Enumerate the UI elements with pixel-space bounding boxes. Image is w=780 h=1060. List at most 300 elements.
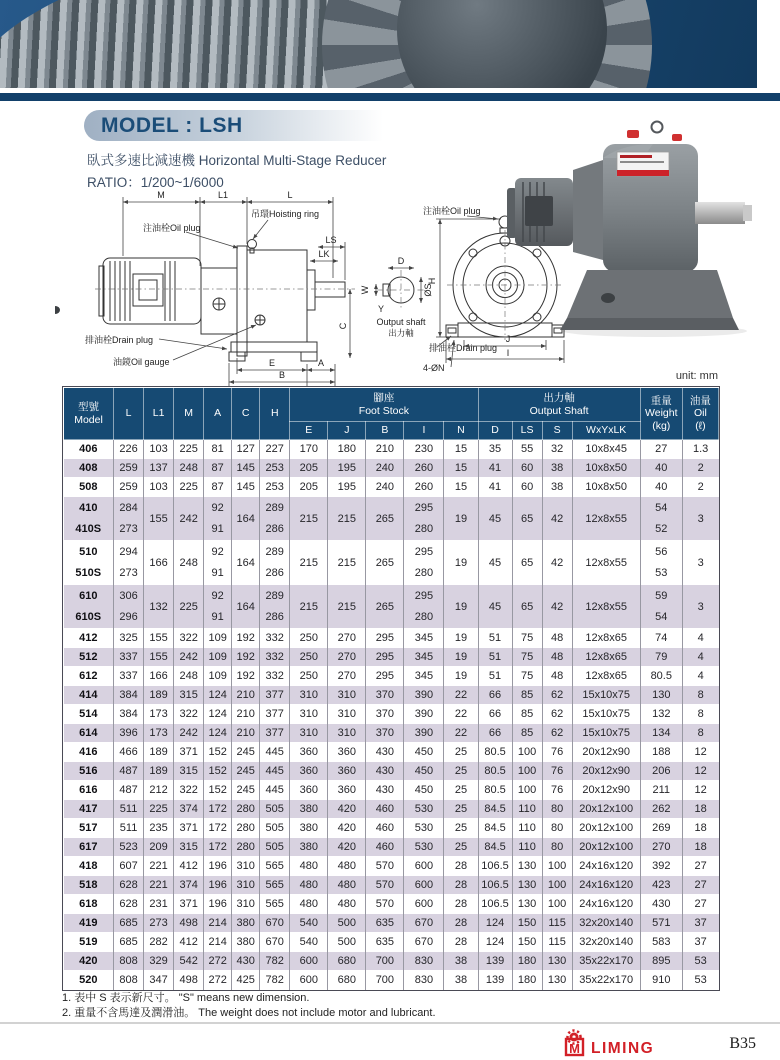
value-cell: 265 xyxy=(366,541,404,585)
value-cell: 24x16x120 xyxy=(572,876,640,895)
value-cell: 250 xyxy=(290,629,328,648)
value-cell: 100 xyxy=(512,762,542,781)
value-cell: 189 xyxy=(144,743,174,762)
value-cell: 106.5 xyxy=(478,876,512,895)
value-cell: 523 xyxy=(114,838,144,857)
value-cell: 65 xyxy=(512,541,542,585)
footnote-2: 2. 重量不含馬達及潤滑油。 The weight does not include motor and lubricant. xyxy=(62,1006,436,1019)
value-cell: 530 xyxy=(404,838,444,857)
value-cell: 215 xyxy=(290,497,328,541)
value-cell: 530 xyxy=(404,800,444,819)
liming-logo xyxy=(563,1029,695,1059)
value-cell: 295 xyxy=(366,629,404,648)
output-shaft-label: Output shaft xyxy=(376,317,426,327)
value-cell: 91 xyxy=(204,607,232,629)
output-shaft-label-zh: 出力軸 xyxy=(388,328,414,338)
value-cell: 808 xyxy=(114,971,144,990)
value-cell: 80.5 xyxy=(478,743,512,762)
value-cell: 180 xyxy=(512,952,542,971)
value-cell: 231 xyxy=(144,895,174,914)
value-cell: 259 xyxy=(114,478,144,497)
value-cell: 91 xyxy=(204,519,232,541)
table-row xyxy=(64,686,719,705)
value-cell: 272 xyxy=(204,971,232,990)
value-cell: 66 xyxy=(478,705,512,724)
value-cell: 226 xyxy=(114,440,144,459)
value-cell: 12x8x55 xyxy=(572,541,640,585)
model-cell: 618 xyxy=(64,895,114,914)
value-cell: 27 xyxy=(640,440,682,459)
model-cell: 612 xyxy=(64,667,114,686)
value-cell: 423 xyxy=(640,876,682,895)
value-cell: 370 xyxy=(366,724,404,743)
page-title: MODEL : LSH xyxy=(101,114,243,137)
model-cell: 516 xyxy=(64,762,114,781)
value-cell: 210 xyxy=(232,686,260,705)
dim-label-l1: L1 xyxy=(217,190,229,200)
value-cell: 782 xyxy=(260,952,290,971)
value-cell: 164 xyxy=(232,497,260,541)
value-cell: 3 xyxy=(682,585,718,629)
value-cell: 132 xyxy=(640,705,682,724)
value-cell: 325 xyxy=(114,629,144,648)
model-cell: 408 xyxy=(64,459,114,478)
value-cell: 450 xyxy=(404,743,444,762)
value-cell: 289 xyxy=(260,497,290,519)
value-cell: 2 xyxy=(682,478,718,497)
drain-plug-label-side: 排油栓Drain plug xyxy=(85,335,154,345)
technical-drawing xyxy=(55,118,760,386)
value-cell: 280 xyxy=(232,819,260,838)
value-cell: 480 xyxy=(290,857,328,876)
value-cell: 115 xyxy=(542,914,572,933)
value-cell: 540 xyxy=(290,914,328,933)
value-cell: 10x8x50 xyxy=(572,459,640,478)
value-cell: 505 xyxy=(260,838,290,857)
value-cell: 310 xyxy=(290,705,328,724)
value-cell: 15x10x75 xyxy=(572,686,640,705)
value-cell: 24x16x120 xyxy=(572,895,640,914)
value-cell: 115 xyxy=(542,933,572,952)
value-cell: 41 xyxy=(478,478,512,497)
value-cell: 607 xyxy=(114,857,144,876)
value-cell: 240 xyxy=(366,478,404,497)
value-cell: 150 xyxy=(512,914,542,933)
value-cell: 540 xyxy=(290,933,328,952)
value-cell: 150 xyxy=(512,933,542,952)
value-cell: 460 xyxy=(366,819,404,838)
value-cell: 280 xyxy=(404,519,444,541)
value-cell: 487 xyxy=(114,781,144,800)
value-cell: 670 xyxy=(260,914,290,933)
value-cell: 45 xyxy=(478,541,512,585)
value-cell: 392 xyxy=(640,857,682,876)
value-cell: 480 xyxy=(328,895,366,914)
value-cell: 245 xyxy=(232,781,260,800)
model-cell: 610 xyxy=(64,585,114,607)
value-cell: 360 xyxy=(328,743,366,762)
page-number: B35 xyxy=(729,1035,756,1052)
value-cell: 109 xyxy=(204,629,232,648)
value-cell: 12 xyxy=(682,781,718,800)
value-cell: 295 xyxy=(404,541,444,563)
value-cell: 32 xyxy=(542,440,572,459)
value-cell: 100 xyxy=(512,743,542,762)
value-cell: 15 xyxy=(444,478,478,497)
value-cell: 48 xyxy=(542,667,572,686)
value-cell: 80 xyxy=(542,800,572,819)
value-cell: 570 xyxy=(366,857,404,876)
header-sub-b: B xyxy=(366,422,404,440)
value-cell: 445 xyxy=(260,781,290,800)
model-cell: 616 xyxy=(64,781,114,800)
value-cell: 380 xyxy=(232,914,260,933)
model-cell: 614 xyxy=(64,724,114,743)
model-cell: 520 xyxy=(64,971,114,990)
header-dim-c: C xyxy=(232,388,260,440)
value-cell: 295 xyxy=(366,667,404,686)
value-cell: 215 xyxy=(290,541,328,585)
table-row xyxy=(64,541,719,563)
value-cell: 28 xyxy=(444,914,478,933)
value-cell: 189 xyxy=(144,686,174,705)
value-cell: 295 xyxy=(404,585,444,607)
header-sub-wxyxlk: WxYxLK xyxy=(572,422,640,440)
model-cell: 617 xyxy=(64,838,114,857)
value-cell: 84.5 xyxy=(478,819,512,838)
dim-label-y: Y xyxy=(378,304,385,314)
value-cell: 273 xyxy=(114,519,144,541)
value-cell: 45 xyxy=(478,497,512,541)
header-sub-n: N xyxy=(444,422,478,440)
value-cell: 374 xyxy=(174,800,204,819)
value-cell: 360 xyxy=(290,781,328,800)
value-cell: 248 xyxy=(174,459,204,478)
value-cell: 377 xyxy=(260,686,290,705)
value-cell: 12 xyxy=(682,743,718,762)
value-cell: 42 xyxy=(542,541,572,585)
value-cell: 265 xyxy=(366,497,404,541)
table-row xyxy=(64,781,719,800)
value-cell: 155 xyxy=(144,497,174,541)
value-cell: 390 xyxy=(404,705,444,724)
value-cell: 35x22x170 xyxy=(572,971,640,990)
value-cell: 22 xyxy=(444,705,478,724)
value-cell: 48 xyxy=(542,629,572,648)
footnote-1: 1. 表中 S 表示新尺寸。 "S" means new dimension. xyxy=(62,992,310,1004)
value-cell: 680 xyxy=(328,971,366,990)
value-cell: 124 xyxy=(204,686,232,705)
value-cell: 155 xyxy=(144,629,174,648)
value-cell: 225 xyxy=(174,585,204,629)
model-cell: 510 xyxy=(64,541,114,563)
value-cell: 19 xyxy=(444,629,478,648)
value-cell: 412 xyxy=(174,933,204,952)
value-cell: 235 xyxy=(144,819,174,838)
oil-plug-label-side: 注油栓Oil plug xyxy=(143,223,201,233)
value-cell: 54 xyxy=(640,607,682,629)
value-cell: 214 xyxy=(204,914,232,933)
value-cell: 420 xyxy=(328,819,366,838)
value-cell: 466 xyxy=(114,743,144,762)
value-cell: 280 xyxy=(404,563,444,585)
value-cell: 103 xyxy=(144,478,174,497)
value-cell: 22 xyxy=(444,724,478,743)
value-cell: 66 xyxy=(478,686,512,705)
value-cell: 635 xyxy=(366,914,404,933)
value-cell: 8 xyxy=(682,705,718,724)
model-cell: 406 xyxy=(64,440,114,459)
value-cell: 27 xyxy=(682,857,718,876)
value-cell: 28 xyxy=(444,857,478,876)
value-cell: 310 xyxy=(328,724,366,743)
table-row xyxy=(64,743,719,762)
value-cell: 3 xyxy=(682,541,718,585)
value-cell: 910 xyxy=(640,971,682,990)
value-cell: 430 xyxy=(366,743,404,762)
value-cell: 253 xyxy=(260,478,290,497)
value-cell: 25 xyxy=(444,819,478,838)
table-row xyxy=(64,762,719,781)
value-cell: 322 xyxy=(174,629,204,648)
header-weight: 重量 Weight (kg) xyxy=(640,388,682,440)
value-cell: 28 xyxy=(444,933,478,952)
shaft-detail-drawing xyxy=(360,256,433,338)
value-cell: 685 xyxy=(114,933,144,952)
value-cell: 130 xyxy=(512,857,542,876)
table-row xyxy=(64,667,719,686)
value-cell: 80.5 xyxy=(478,762,512,781)
value-cell: 15x10x75 xyxy=(572,724,640,743)
value-cell: 215 xyxy=(328,541,366,585)
value-cell: 808 xyxy=(114,952,144,971)
value-cell: 600 xyxy=(404,876,444,895)
value-cell: 100 xyxy=(542,895,572,914)
value-cell: 25 xyxy=(444,800,478,819)
value-cell: 390 xyxy=(404,724,444,743)
value-cell: 420 xyxy=(328,838,366,857)
header-sub-j: J xyxy=(328,422,366,440)
value-cell: 20x12x100 xyxy=(572,838,640,857)
value-cell: 76 xyxy=(542,781,572,800)
value-cell: 315 xyxy=(174,762,204,781)
value-cell: 173 xyxy=(144,724,174,743)
value-cell: 242 xyxy=(174,724,204,743)
dim-label-ls: LS xyxy=(325,235,337,245)
value-cell: 206 xyxy=(640,762,682,781)
gear-image-hub xyxy=(397,0,607,88)
value-cell: 380 xyxy=(290,800,328,819)
header-model: 型號 Model xyxy=(64,388,114,440)
value-cell: 20x12x90 xyxy=(572,781,640,800)
dim-label-h: H xyxy=(427,277,437,285)
value-cell: 425 xyxy=(232,971,260,990)
value-cell: 196 xyxy=(204,876,232,895)
value-cell: 8 xyxy=(682,686,718,705)
value-cell: 100 xyxy=(512,781,542,800)
dim-label-l: L xyxy=(287,190,293,200)
value-cell: 54 xyxy=(640,497,682,519)
value-cell: 18 xyxy=(682,800,718,819)
value-cell: 390 xyxy=(404,686,444,705)
value-cell: 59 xyxy=(640,585,682,607)
value-cell: 15 xyxy=(444,459,478,478)
value-cell: 45 xyxy=(478,585,512,629)
value-cell: 332 xyxy=(260,667,290,686)
header-foot-stock: 腳座 Foot Stock xyxy=(290,388,478,422)
header-output-shaft: 出力軸 Output Shaft xyxy=(478,388,640,422)
value-cell: 152 xyxy=(204,743,232,762)
value-cell: 420 xyxy=(328,800,366,819)
value-cell: 124 xyxy=(478,914,512,933)
value-cell: 384 xyxy=(114,686,144,705)
value-cell: 600 xyxy=(290,952,328,971)
model-cell: 514 xyxy=(64,705,114,724)
table-row xyxy=(64,952,719,971)
value-cell: 60 xyxy=(512,459,542,478)
value-cell: 371 xyxy=(174,895,204,914)
value-cell: 700 xyxy=(366,952,404,971)
value-cell: 286 xyxy=(260,563,290,585)
value-cell: 25 xyxy=(444,762,478,781)
value-cell: 384 xyxy=(114,705,144,724)
value-cell: 480 xyxy=(328,876,366,895)
value-cell: 130 xyxy=(542,952,572,971)
value-cell: 106.5 xyxy=(478,895,512,914)
value-cell: 92 xyxy=(204,497,232,519)
value-cell: 322 xyxy=(174,781,204,800)
model-cell: 610S xyxy=(64,607,114,629)
value-cell: 35x22x170 xyxy=(572,952,640,971)
value-cell: 139 xyxy=(478,952,512,971)
value-cell: 76 xyxy=(542,743,572,762)
model-cell: 418 xyxy=(64,857,114,876)
value-cell: 60 xyxy=(512,478,542,497)
value-cell: 272 xyxy=(204,952,232,971)
value-cell: 24x16x120 xyxy=(572,857,640,876)
value-cell: 374 xyxy=(174,876,204,895)
value-cell: 322 xyxy=(174,705,204,724)
value-cell: 242 xyxy=(174,648,204,667)
value-cell: 79 xyxy=(640,648,682,667)
model-cell: 410S xyxy=(64,519,114,541)
value-cell: 124 xyxy=(204,724,232,743)
table-row xyxy=(64,914,719,933)
value-cell: 166 xyxy=(144,667,174,686)
value-cell: 4 xyxy=(682,667,718,686)
value-cell: 377 xyxy=(260,705,290,724)
value-cell: 81 xyxy=(204,440,232,459)
value-cell: 172 xyxy=(204,819,232,838)
table-row xyxy=(64,971,719,990)
value-cell: 20x12x100 xyxy=(572,819,640,838)
value-cell: 37 xyxy=(682,914,718,933)
table-row xyxy=(64,876,719,895)
value-cell: 670 xyxy=(404,933,444,952)
value-cell: 85 xyxy=(512,705,542,724)
value-cell: 145 xyxy=(232,478,260,497)
model-cell: 416 xyxy=(64,743,114,762)
value-cell: 139 xyxy=(478,971,512,990)
value-cell: 32x20x140 xyxy=(572,914,640,933)
value-cell: 127 xyxy=(232,440,260,459)
table-row xyxy=(64,478,719,497)
value-cell: 500 xyxy=(328,914,366,933)
value-cell: 19 xyxy=(444,585,478,629)
value-cell: 130 xyxy=(640,686,682,705)
value-cell: 600 xyxy=(404,857,444,876)
value-cell: 345 xyxy=(404,629,444,648)
spec-table xyxy=(63,387,719,990)
table-row xyxy=(64,629,719,648)
value-cell: 52 xyxy=(640,519,682,541)
value-cell: 210 xyxy=(232,724,260,743)
value-cell: 360 xyxy=(290,743,328,762)
value-cell: 498 xyxy=(174,971,204,990)
value-cell: 227 xyxy=(260,440,290,459)
value-cell: 87 xyxy=(204,478,232,497)
table-row xyxy=(64,705,719,724)
value-cell: 282 xyxy=(144,933,174,952)
model-cell: 519 xyxy=(64,933,114,952)
value-cell: 25 xyxy=(444,781,478,800)
header-dim-a: A xyxy=(204,388,232,440)
dim-label-c: C xyxy=(338,322,348,330)
value-cell: 565 xyxy=(260,895,290,914)
value-cell: 332 xyxy=(260,648,290,667)
value-cell: 480 xyxy=(290,895,328,914)
value-cell: 600 xyxy=(290,971,328,990)
value-cell: 3 xyxy=(682,497,718,541)
value-cell: 12x8x65 xyxy=(572,667,640,686)
value-cell: 103 xyxy=(144,440,174,459)
value-cell: 480 xyxy=(328,857,366,876)
value-cell: 2 xyxy=(682,459,718,478)
value-cell: 211 xyxy=(640,781,682,800)
value-cell: 460 xyxy=(366,800,404,819)
dim-label-w: W xyxy=(360,285,370,295)
table-row xyxy=(64,800,719,819)
value-cell: 41 xyxy=(478,459,512,478)
value-cell: 51 xyxy=(478,629,512,648)
value-cell: 12x8x65 xyxy=(572,648,640,667)
value-cell: 480 xyxy=(290,876,328,895)
value-cell: 240 xyxy=(366,459,404,478)
value-cell: 124 xyxy=(204,705,232,724)
value-cell: 110 xyxy=(512,838,542,857)
value-cell: 109 xyxy=(204,667,232,686)
value-cell: 380 xyxy=(290,819,328,838)
model-cell: 508 xyxy=(64,478,114,497)
value-cell: 12x8x55 xyxy=(572,585,640,629)
value-cell: 38 xyxy=(444,952,478,971)
value-cell: 212 xyxy=(144,781,174,800)
value-cell: 284 xyxy=(114,497,144,519)
dim-label-j: J xyxy=(505,334,511,344)
value-cell: 628 xyxy=(114,895,144,914)
value-cell: 270 xyxy=(328,667,366,686)
value-cell: 895 xyxy=(640,952,682,971)
value-cell: 27 xyxy=(682,895,718,914)
value-cell: 124 xyxy=(478,933,512,952)
value-cell: 360 xyxy=(328,762,366,781)
table-row xyxy=(64,838,719,857)
value-cell: 180 xyxy=(328,440,366,459)
value-cell: 310 xyxy=(232,876,260,895)
value-cell: 100 xyxy=(542,857,572,876)
value-cell: 172 xyxy=(204,800,232,819)
value-cell: 84.5 xyxy=(478,800,512,819)
